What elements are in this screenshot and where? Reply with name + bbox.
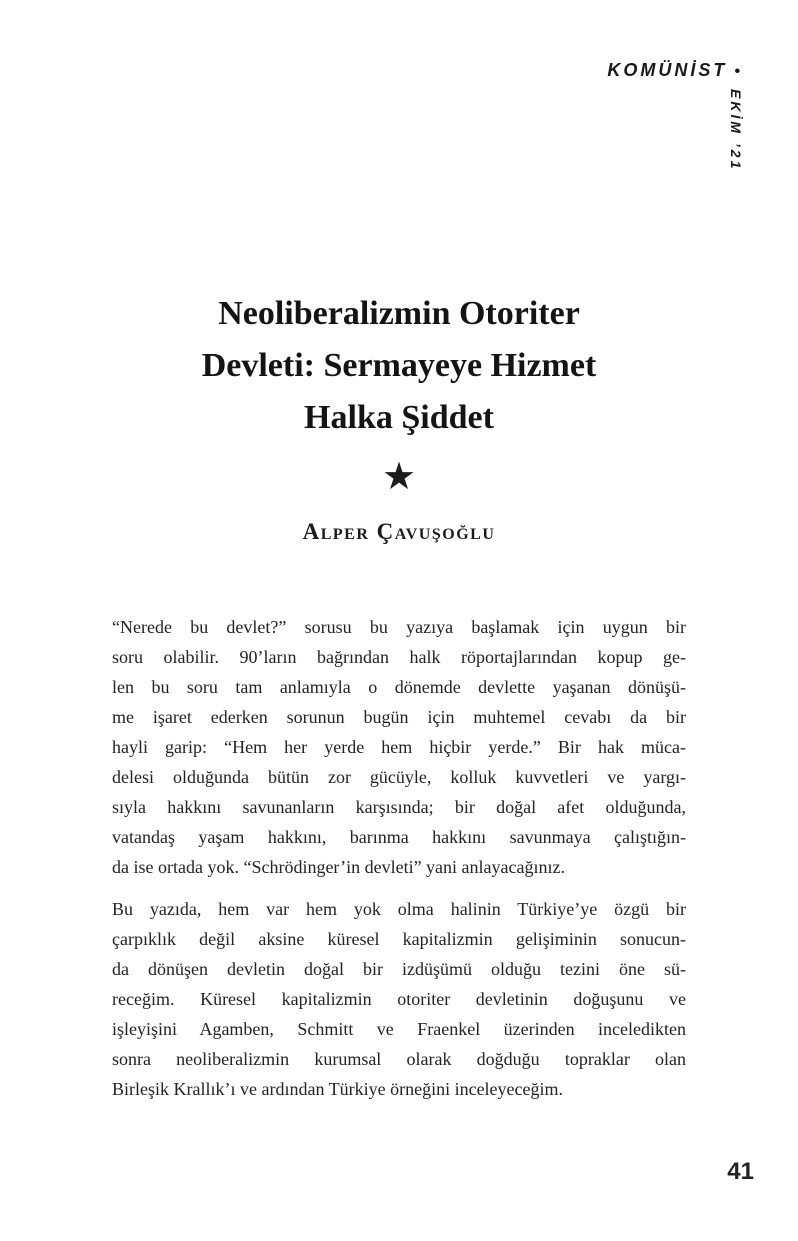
- text-line: len bu soru tam anlamıyla o dönemde devlette yaşanan dönüşü-: [112, 677, 686, 697]
- article-body: [112, 612, 686, 1116]
- text-line: da ise ortada yok. “Schrödinger’in devleti” yani anlayacağınız.: [112, 857, 565, 877]
- article-title: [0, 288, 798, 444]
- text-line: “Nerede bu devlet?” sorusu bu yazıya başlamak için uygun bir: [112, 617, 686, 637]
- journal-masthead: [607, 60, 740, 81]
- text-line: sıyla hakkını savunanların karşısında; bir doğal afet olduğunda,: [112, 797, 686, 817]
- text-line: sonra neoliberalizmin kurumsal olarak doğduğu topraklar olan: [112, 1049, 686, 1069]
- author-name: Alper Çavuşoğlu: [302, 519, 496, 544]
- paragraph-2: [112, 894, 686, 1104]
- star-icon: ★: [381, 454, 417, 498]
- text-line: hayli garip: “Hem her yerde hem hiçbir yerde.” Bir hak müca-: [112, 737, 686, 757]
- text-line: Birleşik Krallık’ı ve ardından Türkiye örneğini inceleyeceğim.: [112, 1079, 564, 1099]
- page-number: 41: [727, 1158, 754, 1185]
- paragraph-1: [112, 612, 686, 882]
- text-line: çarpıklık değil aksine küresel kapitalizmin gelişiminin sonucun-: [112, 929, 686, 949]
- text-line: işleyişini Agamben, Schmitt ve Fraenkel üzerinden inceledikten: [112, 1019, 686, 1039]
- text-line: Bu yazıda, hem var hem yok olma halinin Türkiye’ye özgü bir: [112, 899, 686, 919]
- text-line: receğim. Küresel kapitalizmin otoriter devletinin doğuşunu ve: [112, 989, 686, 1009]
- issue-date-vertical: EKİM ’21: [728, 89, 744, 172]
- journal-title: KOMÜNİST: [607, 60, 728, 80]
- text-line: delesi olduğunda bütün zor gücüyle, kolluk kuvvetleri ve yargı-: [112, 767, 686, 787]
- title-line-1: Neoliberalizmin Otoriter: [218, 295, 580, 332]
- text-line: vatandaş yaşam hakkını, barınma hakkını savunmaya çalıştığın-: [112, 827, 686, 847]
- title-line-2: Devleti: Sermayeye Hizmet: [201, 347, 597, 384]
- bullet-icon: •: [734, 63, 740, 80]
- text-line: me işaret ederken sorunun bugün için muhtemel cevabı da bir: [112, 707, 686, 727]
- title-line-3: Halka Şiddet: [304, 399, 494, 436]
- text-line: soru olabilir. 90’ların bağrından halk röportajlarından kopup ge-: [112, 647, 686, 667]
- text-line: da dönüşen devletin doğal bir izdüşümü olduğu tezini öne sü-: [112, 959, 686, 979]
